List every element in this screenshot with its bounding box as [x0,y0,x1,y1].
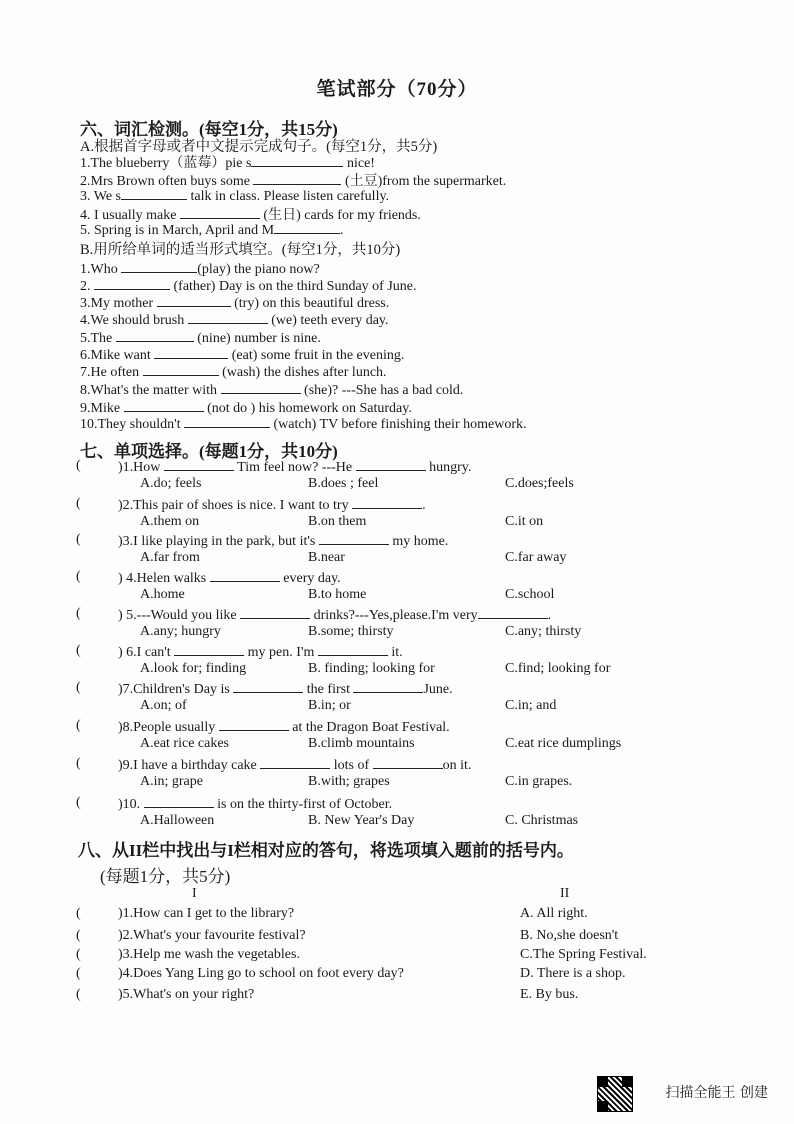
word-form-item [80,260,320,278]
answer-blank[interactable] [94,277,170,290]
answer-paren: ( [76,569,81,584]
option-c[interactable]: C.it on [505,514,544,529]
option-b[interactable]: B.climb mountains [308,736,415,751]
word-form-item [80,415,527,433]
match-answer: A. All right. [520,906,588,921]
stem-part-2: lots of [330,758,373,773]
item-text-before: 9.Mike [80,401,124,416]
option-c[interactable]: C.does;feels [505,476,574,491]
answer-blank[interactable] [319,532,389,545]
answer-paren: ( [76,718,81,733]
option-a[interactable]: A.do; feels [140,476,202,491]
answer-blank[interactable] [274,221,340,234]
answer-blank[interactable] [84,758,118,770]
item-text-before: 1.Who [80,262,122,277]
answer-blank[interactable] [157,294,231,307]
word-form-item [80,277,417,295]
section6-partB-heading: B.用所给单词的适当形式填空。(每空1分，共10分) [80,242,401,258]
answer-blank[interactable] [221,381,301,394]
item-text-after: (nine) number is nine. [193,331,321,346]
answer-blank[interactable] [352,496,422,509]
answer-blank[interactable] [174,643,244,656]
answer-blank[interactable] [219,718,289,731]
item-text-before: 7.He often [80,365,143,380]
item-text-after: . [340,223,344,238]
answer-blank[interactable] [116,329,194,342]
answer-paren: ( [76,496,81,511]
answer-blank[interactable] [121,260,197,273]
stem-part-2: the first [303,682,354,697]
word-form-item [80,311,389,329]
item-text-before: 3.My mother [80,296,157,311]
answer-paren: ( [76,987,81,1002]
option-c[interactable]: C.find; looking for [505,661,611,676]
option-b[interactable]: B.to home [308,587,367,602]
option-b[interactable]: B.near [308,550,345,565]
answer-blank[interactable] [251,154,343,167]
stem-part-1: ) 5.---Would you like [118,608,241,623]
item-text-after: (father) Day is on the third Sunday of June. [170,279,417,294]
word-form-item [80,363,387,381]
page-title: 笔试部分（70分） [316,79,478,100]
option-b[interactable]: B. New Year's Day [308,813,415,828]
match-answer: C.The Spring Festival. [520,947,647,962]
answer-paren: ( [76,606,81,621]
item-text-after: (生日) cards for my friends. [259,208,421,223]
stem-part-1: )9.I have a birthday cake [118,758,261,773]
stem-part-1: )1.How [118,460,164,475]
stem-part-1: )10. [118,797,144,812]
word-form-item [80,294,389,312]
match-answer: E. By bus. [520,987,579,1002]
answer-blank[interactable] [84,682,118,694]
answer-blank[interactable] [240,606,310,619]
answer-blank[interactable] [84,797,118,809]
answer-blank[interactable] [84,608,118,620]
stem-part-2: my pen. I'm [244,645,318,660]
stem-part-1: ) 6.I can't [118,645,175,660]
answer-blank[interactable] [84,460,118,472]
item-text-after: (eat) some fruit in the evening. [228,348,405,363]
answer-blank[interactable] [143,363,219,376]
option-a[interactable]: A.any; hungry [140,624,221,639]
item-text-after: (watch) TV before finishing their homework. [270,417,527,432]
question-stem [118,795,392,813]
match-question: )4.Does Yang Ling go to school on foot every day? [118,966,404,981]
item-text-after: (play) the piano now? [197,262,320,277]
stem-part-3: June. [423,682,453,697]
option-c[interactable]: C.in; and [505,698,557,713]
stem-part-1: )2.This pair of shoes is nice. I want to try [118,498,353,513]
item-text-before: 10.They shouldn't [80,417,185,432]
word-form-item [80,381,463,399]
fill-blank-item [80,187,389,205]
item-text-before: 3. We s [80,189,122,204]
question-stem [118,532,448,550]
item-text-before: 5. Spring is in March, April and M [80,223,275,238]
match-answer: D. There is a shop. [520,966,626,981]
option-c[interactable]: C. Christmas [505,813,579,828]
answer-paren: ( [76,756,81,771]
answer-blank[interactable] [164,458,234,471]
answer-paren: ( [76,458,81,473]
answer-blank[interactable] [184,415,270,428]
item-text-after: nice! [343,156,375,171]
stem-part-2: my home. [388,534,449,549]
stem-part-1: )3.I like playing in the park, but it's [118,534,319,549]
stem-part-1: )8.People usually [118,720,219,735]
item-text-before: 2. [80,279,94,294]
answer-blank[interactable] [260,756,330,769]
answer-paren: ( [76,928,81,943]
item-text-before: 8.What's the matter with [80,383,221,398]
option-a[interactable]: A.Halloween [140,813,215,828]
section7-heading: 七、单项选择。(每题1分，共10分) [80,442,338,461]
match-question: )2.What's your favourite festival? [118,928,306,943]
section8-subheading: (每题1分，共5分) [100,867,231,886]
item-text-after: (wash) the dishes after lunch. [218,365,387,380]
item-text-before: 5.The [80,331,116,346]
item-text-before: 2.Mrs Brown often buys some [80,174,254,189]
column-2-label: II [560,886,570,901]
section8-heading: 八、从II栏中找出与I栏相对应的答句，将选项填入题前的括号内。 [78,841,574,860]
answer-blank[interactable] [144,795,214,808]
answer-blank[interactable] [84,645,118,657]
stem-part-2: is on the thirty-first of October. [213,797,393,812]
option-c[interactable]: C.eat rice dumplings [505,736,622,751]
word-form-item [80,346,404,364]
question-stem [118,606,551,624]
stem-part-3: on it. [442,758,472,773]
stem-part-2: every day. [279,571,341,586]
footer-watermark: 扫描全能王 创建 [665,1085,768,1101]
question-stem [118,496,426,514]
answer-paren: ( [76,966,81,981]
answer-blank[interactable] [180,206,260,219]
section6-heading: 六、词汇检测。(每空1分，共15分) [80,120,338,139]
answer-blank[interactable] [210,569,280,582]
option-c[interactable]: C.school [505,587,555,602]
answer-blank[interactable] [253,172,341,185]
stem-part-2: Tim feel now? ---He [233,460,356,475]
match-question: )1.How can I get to the library? [118,906,295,921]
answer-blank[interactable] [233,680,303,693]
answer-paren: ( [76,643,81,658]
answer-blank[interactable] [188,311,268,324]
option-a[interactable]: A.them on [140,514,200,529]
option-c[interactable]: C.far away [505,550,567,565]
option-a[interactable]: A.far from [140,550,200,565]
option-c[interactable]: C.any; thirsty [505,624,582,639]
answer-blank[interactable] [124,399,204,412]
stem-part-3: . [547,608,552,623]
option-b[interactable]: B. finding; looking for [308,661,435,676]
option-a[interactable]: A.in; grape [140,774,203,789]
answer-blank[interactable] [373,756,443,769]
item-text-before: 4. I usually make [80,208,180,223]
option-c[interactable]: C.in grapes. [505,774,573,789]
question-stem [118,569,341,587]
option-b[interactable]: B.some; thirsty [308,624,394,639]
stem-part-1: ) 4.Helen walks [118,571,210,586]
question-stem [118,718,450,736]
match-question: )3.Help me wash the vegetables. [118,947,300,962]
option-b[interactable]: B.on them [308,514,367,529]
qr-code-icon [597,1076,633,1112]
item-text-before: 1.The blueberry（蓝莓）pie s [80,156,252,171]
option-a[interactable]: A.on; of [140,698,187,713]
fill-blank-item [80,152,375,172]
item-text-before: 4.We should brush [80,313,188,328]
option-a[interactable]: A.eat rice cakes [140,736,229,751]
answer-blank[interactable] [353,680,423,693]
item-text-after: (not do ) his homework on Saturday. [203,401,412,416]
answer-paren: ( [76,532,81,547]
column-1-label: I [192,886,197,901]
stem-part-2: at the Dragon Boat Festival. [288,720,450,735]
item-text-after: (she)? ---She has a bad cold. [300,383,464,398]
item-text-before: 6.Mike want [80,348,155,363]
stem-part-3: hungry. [425,460,472,475]
stem-part-3: it. [387,645,403,660]
option-b[interactable]: B.does ; feel [308,476,379,491]
item-text-after: (try) on this beautiful dress. [230,296,390,311]
answer-blank[interactable] [478,606,548,619]
stem-part-2: . [422,498,426,513]
word-form-item [80,329,321,347]
answer-blank[interactable] [121,187,187,200]
section6-partA-heading: A.根据首字母或者中文提示完成句子。(每空1分，共5分) [80,139,438,155]
answer-blank[interactable] [356,458,426,471]
answer-blank[interactable] [84,534,118,546]
question-stem [118,458,471,476]
item-text-after: talk in class. Please listen carefully. [187,189,390,204]
item-text-after: (we) teeth every day. [267,313,389,328]
question-stem [118,756,471,774]
stem-part-2: drinks?---Yes,please.I'm very [310,608,478,623]
answer-blank[interactable] [84,720,118,732]
option-a[interactable]: A.look for; finding [140,661,247,676]
answer-blank[interactable] [84,498,118,510]
option-a[interactable]: A.home [140,587,185,602]
question-stem [118,643,403,661]
option-b[interactable]: B.with; grapes [308,774,390,789]
answer-blank[interactable] [154,346,228,359]
item-text-after: (土豆)from the supermarket. [341,174,507,189]
question-stem [118,680,453,698]
option-b[interactable]: B.in; or [308,698,351,713]
match-question: )5.What's on your right? [118,987,255,1002]
answer-blank[interactable] [84,571,118,583]
answer-blank[interactable] [318,643,388,656]
answer-paren: ( [76,795,81,810]
stem-part-1: )7.Children's Day is [118,682,234,697]
match-answer: B. No,she doesn't [520,928,619,943]
fill-blank-item [80,221,344,239]
answer-paren: ( [76,947,81,962]
answer-paren: ( [76,680,81,695]
answer-paren: ( [76,906,81,921]
